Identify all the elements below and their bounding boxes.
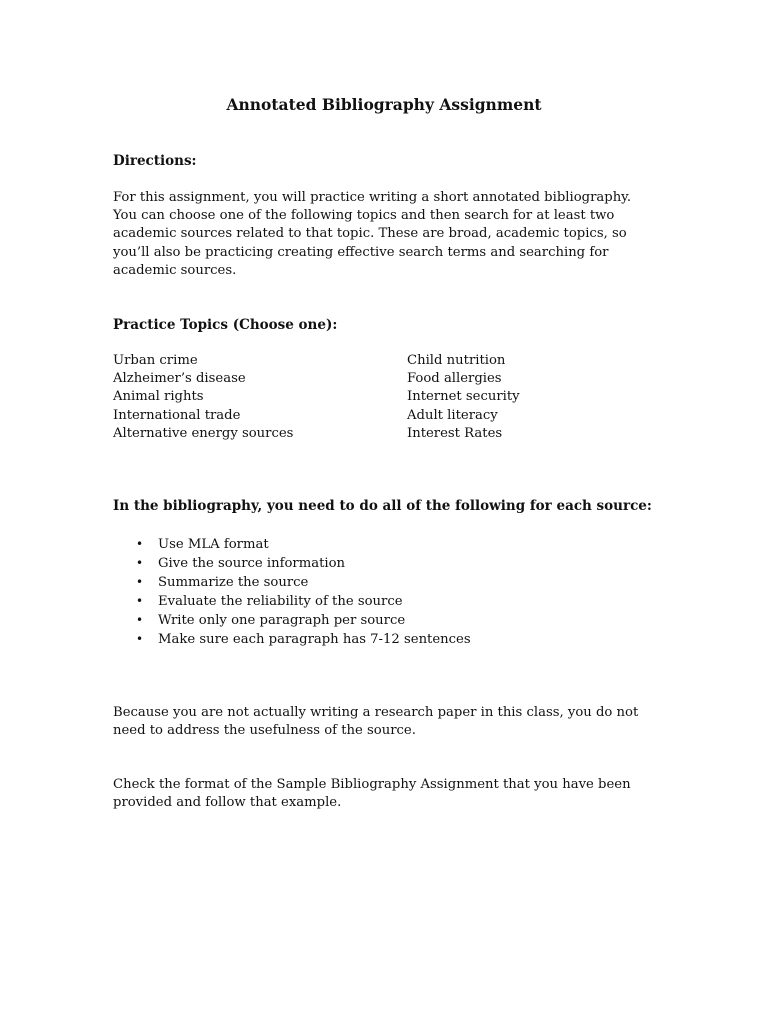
topics-heading: Practice Topics (Choose one): — [113, 317, 338, 333]
list-item — [136, 535, 471, 554]
list-item — [136, 554, 471, 573]
requirements-list — [136, 535, 471, 649]
directions-heading: Directions: — [113, 153, 197, 169]
topic-item: Child nutrition — [407, 353, 506, 368]
bullet-icon: • — [136, 556, 144, 570]
list-item — [136, 630, 471, 649]
list-item-text: Use MLA format — [158, 537, 269, 552]
bullet-icon: • — [136, 594, 144, 608]
directions-paragraph: For this assignment, you will practice writing a short annotated bibliography. You can choose one of the following topics and then search for at least two academic sources related to that topic. These are broad, academic topics, so you’ll also be practicing creating effective search terms and searching for academic sources. — [113, 190, 632, 278]
bullet-icon: • — [136, 613, 144, 627]
list-item — [136, 611, 471, 630]
list-item — [136, 573, 471, 592]
topics-right-column — [407, 352, 520, 443]
bullet-icon: • — [136, 575, 144, 589]
bullet-icon: • — [136, 632, 144, 646]
list-item-text: Give the source information — [158, 556, 346, 571]
list-item-text: Make sure each paragraph has 7-12 sentences — [158, 632, 471, 647]
topic-item: Internet security — [407, 389, 520, 405]
bullet-icon: • — [136, 537, 144, 551]
list-item-text: Write only one paragraph per source — [158, 613, 406, 628]
list-item-text: Summarize the source — [158, 575, 309, 590]
note-paragraph: Because you are not actually writing a research paper in this class, you do not need to address the usefulness of the source. — [113, 705, 639, 739]
topic-item: Food allergies — [407, 371, 502, 387]
list-item — [136, 592, 471, 611]
document-title: Annotated Bibliography Assignment — [226, 95, 542, 114]
closing-paragraph: Check the format of the Sample Bibliography Assignment that you have been provided and follow that example. — [113, 777, 631, 811]
topic-item: Urban crime — [113, 353, 198, 368]
topic-item: Alzheimer’s disease — [113, 371, 246, 387]
topic-item: Adult literacy — [407, 407, 498, 423]
list-item-text: Evaluate the reliability of the source — [158, 594, 403, 609]
topic-item: International trade — [113, 407, 241, 423]
topic-item: Animal rights — [113, 389, 204, 405]
topic-item: Alternative energy sources — [113, 425, 294, 441]
topic-item: Interest Rates — [407, 425, 503, 441]
topics-left-column — [113, 352, 293, 443]
requirements-heading: In the bibliography, you need to do all of the following for each source: — [113, 498, 652, 514]
